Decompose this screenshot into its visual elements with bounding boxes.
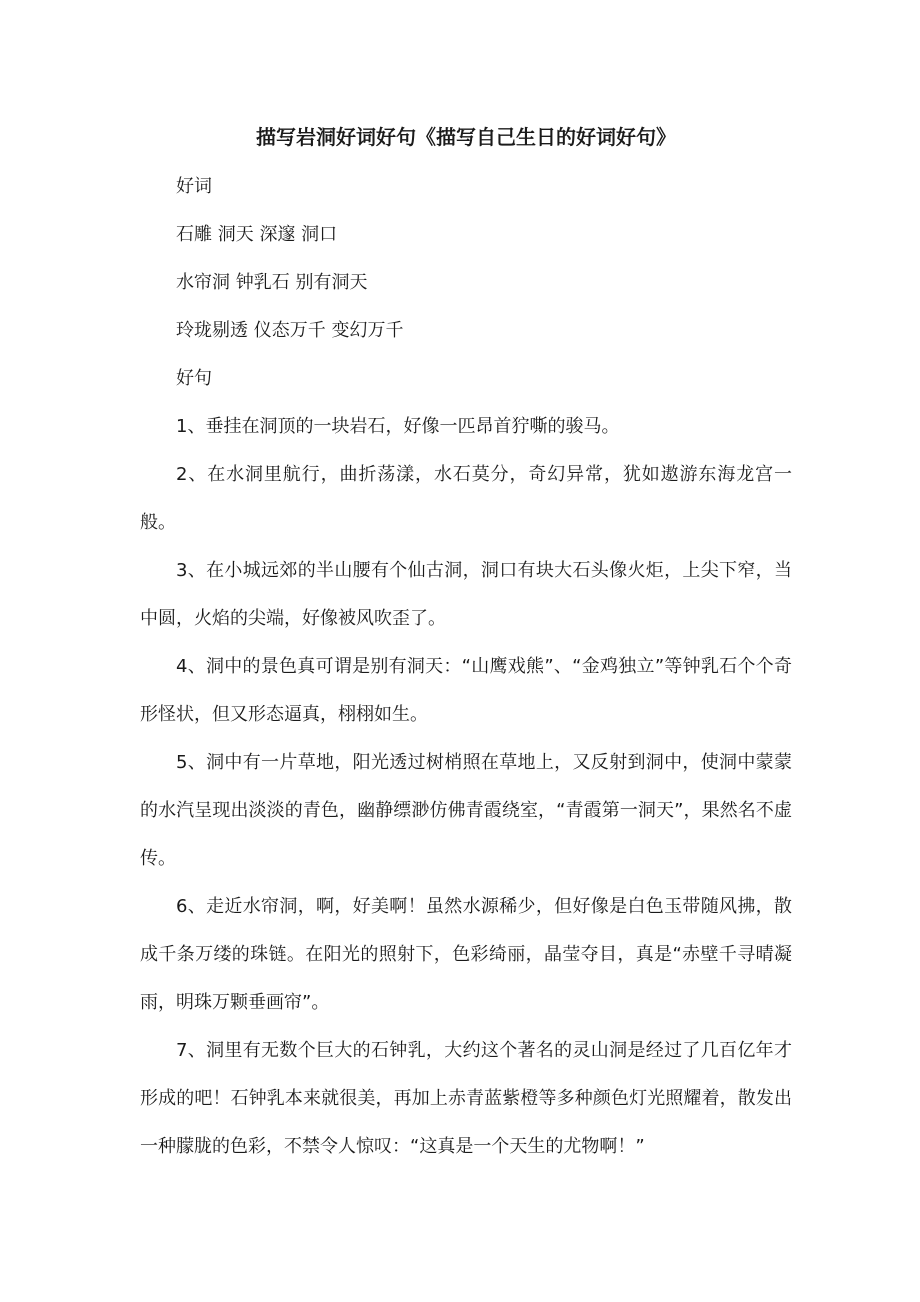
document-title: 描写岩洞好词好句《描写自己生日的好词好句》 [256, 125, 676, 149]
sentence-paragraph: 7、洞里有无数个巨大的石钟乳，大约这个著名的灵山洞是经过了几百亿年才形成的吧！石钟乳本来就很美，再加上赤青蓝紫橙等多种颜色灯光照耀着，散发出一种朦胧的色彩，不禁令人惊叹：“这真是一个天生的尤物啊！” [140, 1040, 792, 1157]
sentence-paragraph: 2、在水洞里航行，曲折荡漾，水石莫分，奇幻异常，犹如遨游东海龙宫一般。 [140, 464, 792, 533]
word-line: 玲珑剔透 仪态万千 变幻万千 [176, 320, 404, 341]
sentence-paragraph: 6、走近水帘洞，啊，好美啊！虽然水源稀少，但好像是白色玉带随风拂，散成千条万缕的珠链。在阳光的照射下，色彩绮丽，晶莹夺目，真是“赤壁千寻晴凝雨，明珠万颗垂画帘”。 [140, 896, 792, 1013]
sentence-paragraph: 4、洞中的景色真可谓是别有洞天：“山鹰戏熊”、“金鸡独立”等钟乳石个个奇形怪状，但又形态逼真，栩栩如生。 [140, 656, 792, 725]
sentences-heading: 好句 [176, 368, 212, 389]
sentence-paragraph: 5、洞中有一片草地，阳光透过树梢照在草地上，又反射到洞中，使洞中蒙蒙的水汽呈现出淡淡的青色，幽静缥渺仿佛青霞绕室，“青霞第一洞天”，果然名不虚传。 [140, 752, 792, 869]
word-line: 石雕 洞天 深邃 洞口 [176, 224, 338, 245]
sentence-paragraph: 1、垂挂在洞顶的一块岩石，好像一匹昂首狞嘶的骏马。 [176, 416, 620, 437]
words-heading: 好词 [176, 176, 212, 197]
sentence-paragraph: 3、在小城远郊的半山腰有个仙古洞，洞口有块大石头像火炬，上尖下窄，当中圆，火焰的尖端，好像被风吹歪了。 [140, 560, 792, 629]
word-line: 水帘洞 钟乳石 别有洞天 [176, 272, 368, 293]
